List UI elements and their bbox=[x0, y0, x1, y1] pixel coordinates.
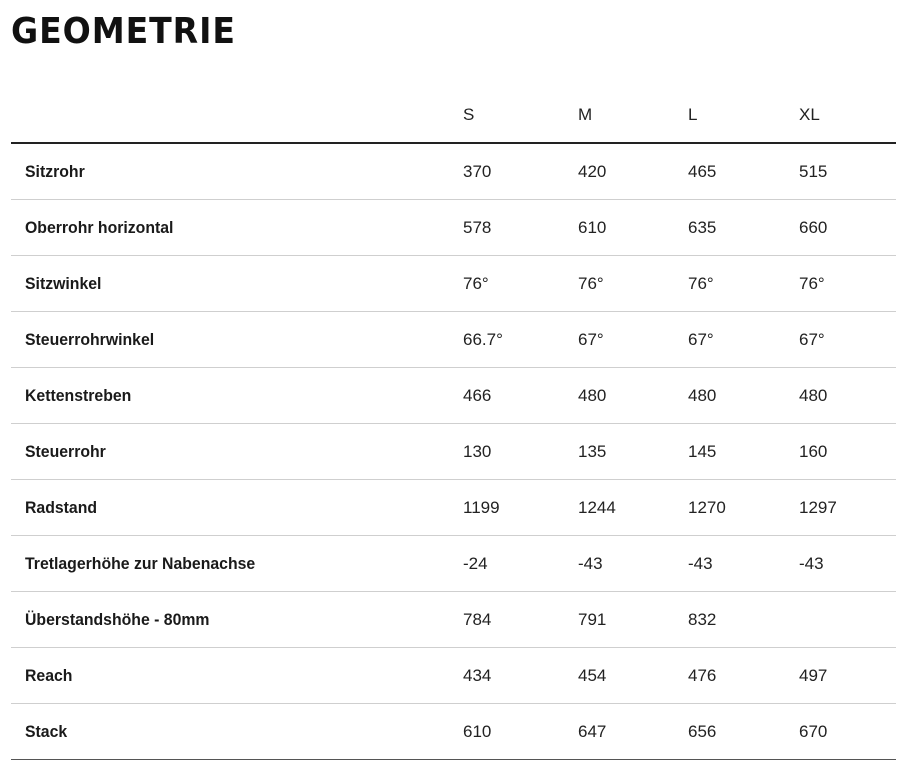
cell-size-s: 434 bbox=[449, 648, 564, 704]
table-row bbox=[11, 200, 896, 256]
cell-size-xl: 660 bbox=[785, 200, 896, 256]
cell-size-xl: 67° bbox=[785, 312, 896, 368]
table-row bbox=[11, 312, 896, 368]
row-label-text: Steuerrohrwinkel bbox=[25, 329, 155, 349]
cell-size-s: 466 bbox=[449, 368, 564, 424]
table-header bbox=[11, 88, 896, 143]
cell-size-xl: 515 bbox=[785, 143, 896, 200]
cell-size-xl: 480 bbox=[785, 368, 896, 424]
row-label-text: Sitzrohr bbox=[25, 161, 85, 181]
table-row bbox=[11, 480, 896, 536]
row-label-text: Tretlagerhöhe zur Nabenachse bbox=[25, 553, 256, 573]
table-row bbox=[11, 143, 896, 200]
cell-size-l: 67° bbox=[674, 312, 785, 368]
cell-size-l: 465 bbox=[674, 143, 785, 200]
table-row bbox=[11, 424, 896, 480]
cell-size-l: 635 bbox=[674, 200, 785, 256]
row-label-text: Stack bbox=[25, 721, 68, 741]
table-row bbox=[11, 704, 896, 760]
geometry-table bbox=[11, 88, 896, 760]
table-body bbox=[11, 143, 896, 760]
cell-size-l: 480 bbox=[674, 368, 785, 424]
cell-size-l: 832 bbox=[674, 592, 785, 648]
table-row bbox=[11, 592, 896, 648]
row-label bbox=[11, 368, 449, 424]
cell-size-m: 480 bbox=[564, 368, 674, 424]
cell-size-xl: 160 bbox=[785, 424, 896, 480]
header-cell-size-xl: XL bbox=[785, 88, 896, 143]
row-label-text: Oberrohr horizontal bbox=[25, 217, 174, 237]
row-label bbox=[11, 256, 449, 312]
cell-size-s: 76° bbox=[449, 256, 564, 312]
cell-size-m: 76° bbox=[564, 256, 674, 312]
cell-size-l: 145 bbox=[674, 424, 785, 480]
cell-size-m: 1244 bbox=[564, 480, 674, 536]
row-label-text: Steuerrohr bbox=[25, 441, 106, 461]
row-label bbox=[11, 312, 449, 368]
cell-size-s: 66.7° bbox=[449, 312, 564, 368]
row-label bbox=[11, 536, 449, 592]
header-cell-size-s: S bbox=[449, 88, 564, 143]
cell-size-xl: 670 bbox=[785, 704, 896, 760]
cell-size-s: 784 bbox=[449, 592, 564, 648]
table-row bbox=[11, 256, 896, 312]
cell-size-l: 476 bbox=[674, 648, 785, 704]
cell-size-m: 420 bbox=[564, 143, 674, 200]
header-cell-label bbox=[11, 88, 449, 143]
cell-size-s: 610 bbox=[449, 704, 564, 760]
cell-size-xl: 1297 bbox=[785, 480, 896, 536]
cell-size-m: 610 bbox=[564, 200, 674, 256]
header-row bbox=[11, 88, 896, 143]
cell-size-xl bbox=[785, 592, 896, 648]
row-label bbox=[11, 480, 449, 536]
cell-size-s: 130 bbox=[449, 424, 564, 480]
header-cell-size-m: M bbox=[564, 88, 674, 143]
header-cell-size-l: L bbox=[674, 88, 785, 143]
cell-size-m: 67° bbox=[564, 312, 674, 368]
row-label bbox=[11, 200, 449, 256]
row-label bbox=[11, 143, 449, 200]
table-row bbox=[11, 368, 896, 424]
row-label-text: Kettenstreben bbox=[25, 385, 132, 405]
cell-size-s: 370 bbox=[449, 143, 564, 200]
row-label bbox=[11, 424, 449, 480]
cell-size-m: 647 bbox=[564, 704, 674, 760]
row-label-text: Reach bbox=[25, 665, 73, 685]
cell-size-l: -43 bbox=[674, 536, 785, 592]
cell-size-l: 1270 bbox=[674, 480, 785, 536]
cell-size-m: 135 bbox=[564, 424, 674, 480]
cell-size-m: -43 bbox=[564, 536, 674, 592]
table-row bbox=[11, 536, 896, 592]
cell-size-xl: 497 bbox=[785, 648, 896, 704]
cell-size-s: 1199 bbox=[449, 480, 564, 536]
row-label-text: Radstand bbox=[25, 497, 98, 517]
row-label-text: Überstandshöhe - 80mm bbox=[25, 609, 210, 629]
row-label bbox=[11, 648, 449, 704]
cell-size-xl: -43 bbox=[785, 536, 896, 592]
cell-size-xl: 76° bbox=[785, 256, 896, 312]
cell-size-m: 454 bbox=[564, 648, 674, 704]
row-label bbox=[11, 704, 449, 760]
row-label bbox=[11, 592, 449, 648]
row-label-text: Sitzwinkel bbox=[25, 273, 102, 293]
cell-size-s: -24 bbox=[449, 536, 564, 592]
cell-size-l: 76° bbox=[674, 256, 785, 312]
cell-size-l: 656 bbox=[674, 704, 785, 760]
table-row bbox=[11, 648, 896, 704]
page-title: GEOMETRIE bbox=[11, 11, 236, 52]
cell-size-s: 578 bbox=[449, 200, 564, 256]
cell-size-m: 791 bbox=[564, 592, 674, 648]
